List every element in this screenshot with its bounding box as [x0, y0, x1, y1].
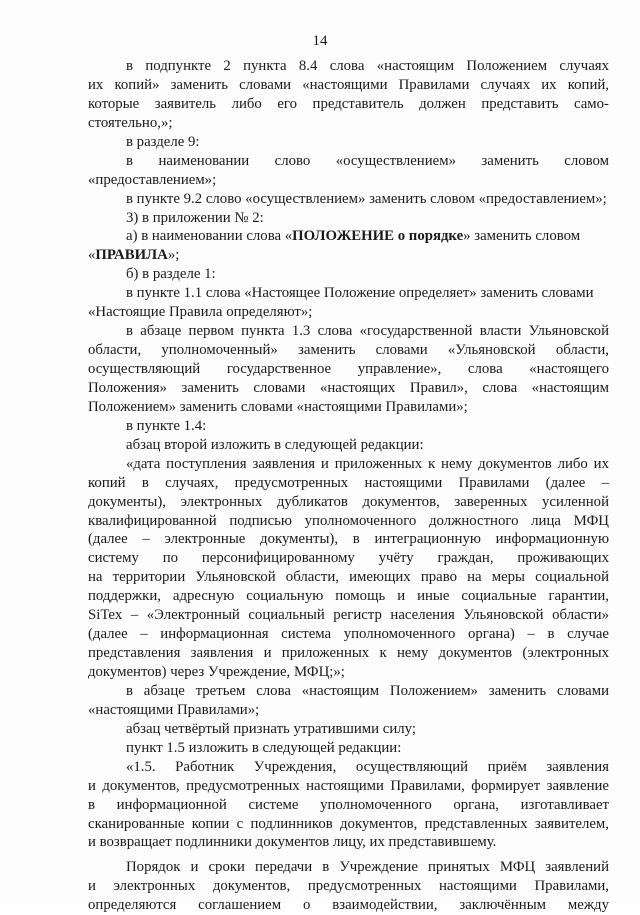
bold-text: ПРАВИЛА — [95, 247, 168, 264]
text-line: области, уполномоченный» заменить словами «Ульяновской области, — [88, 342, 609, 359]
document-body — [88, 57, 609, 915]
text-line: в информационной системе уполномоченного органа, изготавливает — [88, 796, 609, 813]
text-line: сканированные копии с подлинников документов, представленных заявителем, — [88, 815, 609, 832]
text-line: «1.5. Работник Учреждения, осуществляющий приём заявления — [126, 758, 609, 775]
text-line: в разделе 9: — [126, 133, 200, 150]
text-line: в подпункте 2 пункта 8.4 слова «настоящим Положением случаях — [126, 58, 609, 74]
text-line: 3) в приложении № 2: — [126, 209, 264, 226]
text-line: «настоящими Правилами»; — [88, 701, 260, 718]
text-line: пункт 1.5 изложить в следующей редакции: — [126, 739, 402, 756]
text-line: поддержки, адресную социальную помощь и иные социальные гарантии, — [88, 588, 609, 605]
text-line: на территории Ульяновской области, имеющих право на меры социальной — [88, 569, 609, 586]
text-line: стоятельно,»; — [88, 114, 173, 131]
text-line: в пункте 9.2 слово «осуществлением» заменить словом «предоставлением»; — [126, 190, 607, 207]
text-line: представления заявления и приложенных к нему документов (электронных — [88, 645, 609, 662]
text-line: в пункте 1.1 слова «Настоящее Положение определяет» заменить словами — [126, 285, 594, 302]
text-line: осуществляющий государственное управление», слова «настоящего — [88, 361, 609, 377]
text-line: документы), электронных дубликатов документов, заверенных усиленной — [88, 493, 609, 510]
text-line — [88, 246, 609, 265]
text-line: в абзаце первом пункта 1.3 слова «государственной власти Ульяновской — [126, 323, 609, 340]
text-line: абзац второй изложить в следующей редакции: — [126, 436, 424, 453]
text-line: и электронных документов, предусмотренных настоящими Правилами, — [88, 878, 609, 895]
text-line: копий в случаях, предусмотренных настоящими Правилами (далее – — [88, 474, 609, 491]
text-line: в пункте 1.4: — [126, 417, 207, 434]
bold-text: ПОЛОЖЕНИЕ о порядке — [292, 228, 464, 245]
text-line: документов) через Учреждение, МФЦ;»; — [88, 664, 345, 680]
text-line: их копий» заменить словами «настоящими Правилами случаях их копий, — [88, 76, 609, 93]
text-line: и документов, предусмотренных настоящими Правилами, формирует заявление — [88, 777, 609, 794]
text-line: (далее – информационная система уполномоченного органа) – в случае — [88, 626, 609, 643]
page-number: 14 — [312, 33, 328, 49]
text-line: которые заявитель либо его представитель должен представить само- — [88, 95, 609, 112]
text-line: систему по персонифицированному учёту граждан, проживающих — [88, 550, 609, 567]
text-line: абзац четвёртый признать утратившими силу; — [126, 720, 416, 737]
text-span: » заменить словом — [463, 228, 581, 245]
text-span: »; — [167, 247, 180, 264]
text-span: а) в наименовании слова « — [126, 228, 293, 245]
text-line — [88, 227, 609, 246]
text-line: (далее – электронные документы), в интеграционную информационную — [88, 531, 609, 548]
text-line: Положения» заменить словами «настоящих Правил», слова «настоящим — [88, 379, 609, 396]
text-line: «Настоящие Правила определяют»; — [88, 304, 313, 321]
text-line: в абзаце третьем слова «настоящим Положением» заменить словами — [126, 682, 609, 699]
text-line: «дата поступления заявления и приложенных к нему документов либо их — [126, 455, 609, 472]
text-line: Положением» заменить словами «настоящими Правилами»; — [88, 398, 468, 415]
text-line: квалифицированной подписью уполномоченного должностного лица МФЦ — [88, 512, 609, 529]
text-span: « — [88, 247, 96, 264]
text-line: Порядок и сроки передачи в Учреждение принятых МФЦ заявлений — [126, 859, 609, 876]
text-line: «предоставлением»; — [88, 171, 217, 188]
text-line: б) в разделе 1: — [126, 266, 216, 283]
text-line: определяются соглашением о взаимодействии, заключённым между — [88, 897, 609, 914]
text-line: в наименовании слово «осуществлением» заменить словом — [126, 152, 609, 169]
text-line: и возвращает подлинники документов лицу, их представившему. — [88, 834, 497, 851]
text-line: SiTex – «Электронный социальный регистр населения Ульяновской области» — [88, 607, 609, 624]
